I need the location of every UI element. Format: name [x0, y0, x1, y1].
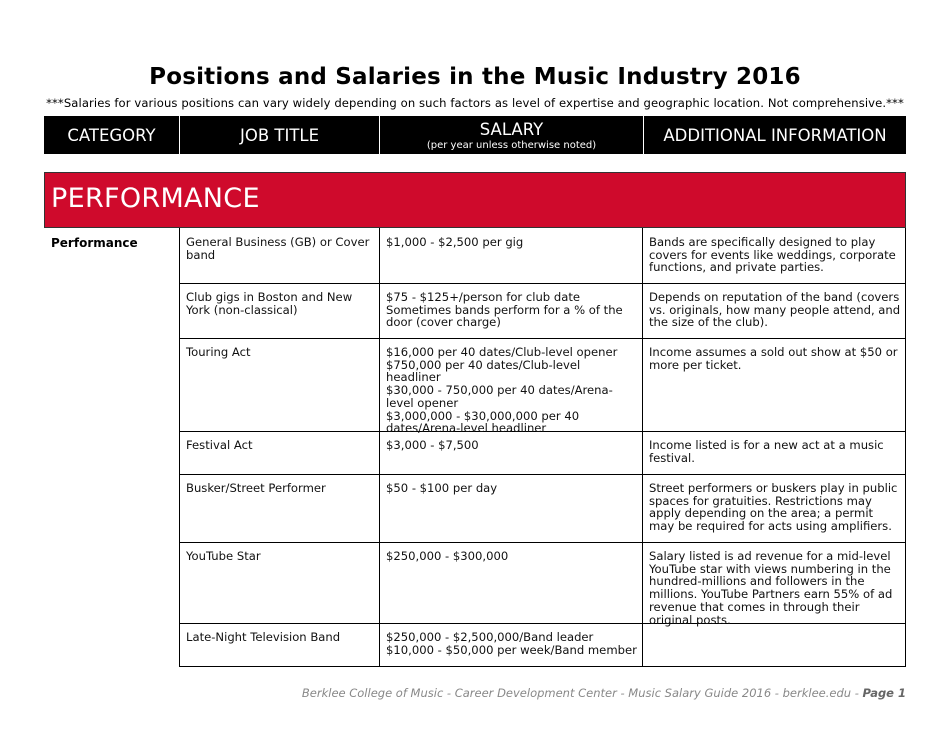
header-additional-label: ADDITIONAL INFORMATION [663, 125, 887, 145]
row-divider [179, 666, 906, 667]
table-row [386, 439, 638, 452]
table-row [186, 346, 374, 359]
table-row [186, 482, 374, 495]
grid-line [905, 228, 906, 667]
salary-cell: $3,000 - $7,500 [386, 438, 479, 452]
header-job-title-label: JOB TITLE [239, 125, 320, 145]
info-cell: Income listed is for a new act at a music festival. [649, 438, 884, 465]
header-additional [644, 116, 906, 154]
category-label: Performance [51, 236, 138, 250]
table-row [649, 439, 901, 464]
header-salary-note: (per year unless otherwise noted) [426, 139, 597, 151]
row-divider [179, 283, 906, 284]
grid-line [379, 228, 380, 667]
table-row [386, 291, 638, 329]
table-row [386, 550, 638, 563]
info-cell: Depends on reputation of the band (covers vs. originals, how many people attend, and the size of the club). [649, 290, 901, 330]
row-divider [179, 542, 906, 543]
table-row [649, 482, 901, 533]
grid-line [179, 228, 180, 667]
table-row [186, 550, 374, 563]
table-row [386, 346, 638, 435]
section-banner [44, 172, 906, 228]
job-title-cell: Touring Act [186, 345, 251, 359]
job-title-cell: Club gigs in Boston and New York (non-classical) [186, 290, 353, 317]
header-job-title [180, 116, 380, 154]
table-row [386, 236, 638, 249]
row-divider [179, 474, 906, 475]
info-cell: Street performers or buskers play in public spaces for gratuities. Restrictions may apply depending on the area; a permit may be required for acts using amplifiers. [649, 481, 898, 534]
info-cell: Bands are specifically designed to play covers for events like weddings, corporate functions, and private parties. [649, 235, 896, 275]
table-header [44, 116, 906, 154]
table-row [649, 346, 901, 371]
header-salary [380, 116, 644, 154]
info-cell: Salary listed is ad revenue for a mid-level YouTube star with views numbering in the hundred-millions and followers in the millions. YouTube Partners earn 55% of ad revenue that comes in through their original posts. [649, 549, 893, 627]
footer-text: Berklee College of Music - Career Development Center - Music Salary Guide 2016 - berklee.edu - [301, 686, 863, 700]
info-cell: Income assumes a sold out show at $50 or more per ticket. [649, 345, 898, 372]
table-row [186, 236, 374, 261]
table-row [649, 550, 901, 626]
table-row [386, 631, 638, 656]
job-title-cell: Late-Night Television Band [186, 630, 341, 644]
salary-cell: $250,000 - $2,500,000/Band leader $10,000 - $50,000 per week/Band member [386, 630, 637, 657]
salary-cell: $50 - $100 per day [386, 481, 498, 495]
page-subtitle: ***Salaries for various positions can vary widely depending on such factors as level of expertise and geographic location. Not comprehensive.*** [46, 96, 904, 110]
header-salary-label: SALARY [479, 119, 544, 139]
page-number: Page 1 [862, 686, 906, 700]
table-row [649, 291, 901, 329]
row-divider [179, 338, 906, 339]
salary-cell: $16,000 per 40 dates/Club-level opener $750,000 per 40 dates/Club-level headliner $30,000 - 750,000 per 40 dates/Arena-level opener $3,000,000 - $30,000,000 per 40 dates/Arena-level headliner [386, 345, 618, 436]
page-footer [302, 686, 906, 700]
table-row [186, 291, 374, 316]
salary-cell: $250,000 - $300,000 [386, 549, 509, 563]
grid-line [642, 228, 643, 667]
section-title: PERFORMANCE [51, 183, 260, 214]
header-category [44, 116, 180, 154]
job-title-cell: General Business (GB) or Cover band [186, 235, 370, 262]
table-row [649, 236, 901, 274]
job-title-cell: Busker/Street Performer [186, 481, 326, 495]
header-category-label: CATEGORY [67, 125, 156, 145]
job-title-cell: YouTube Star [186, 549, 261, 563]
salary-cell: $75 - $125+/person for club date Sometimes bands perform for a % of the door (cover charge) [386, 290, 623, 330]
page-title: Positions and Salaries in the Music Industry 2016 [149, 64, 801, 90]
table-row [186, 439, 374, 452]
table-row [186, 631, 374, 644]
table-row [386, 482, 638, 495]
job-title-cell: Festival Act [186, 438, 253, 452]
salary-cell: $1,000 - $2,500 per gig [386, 235, 524, 249]
